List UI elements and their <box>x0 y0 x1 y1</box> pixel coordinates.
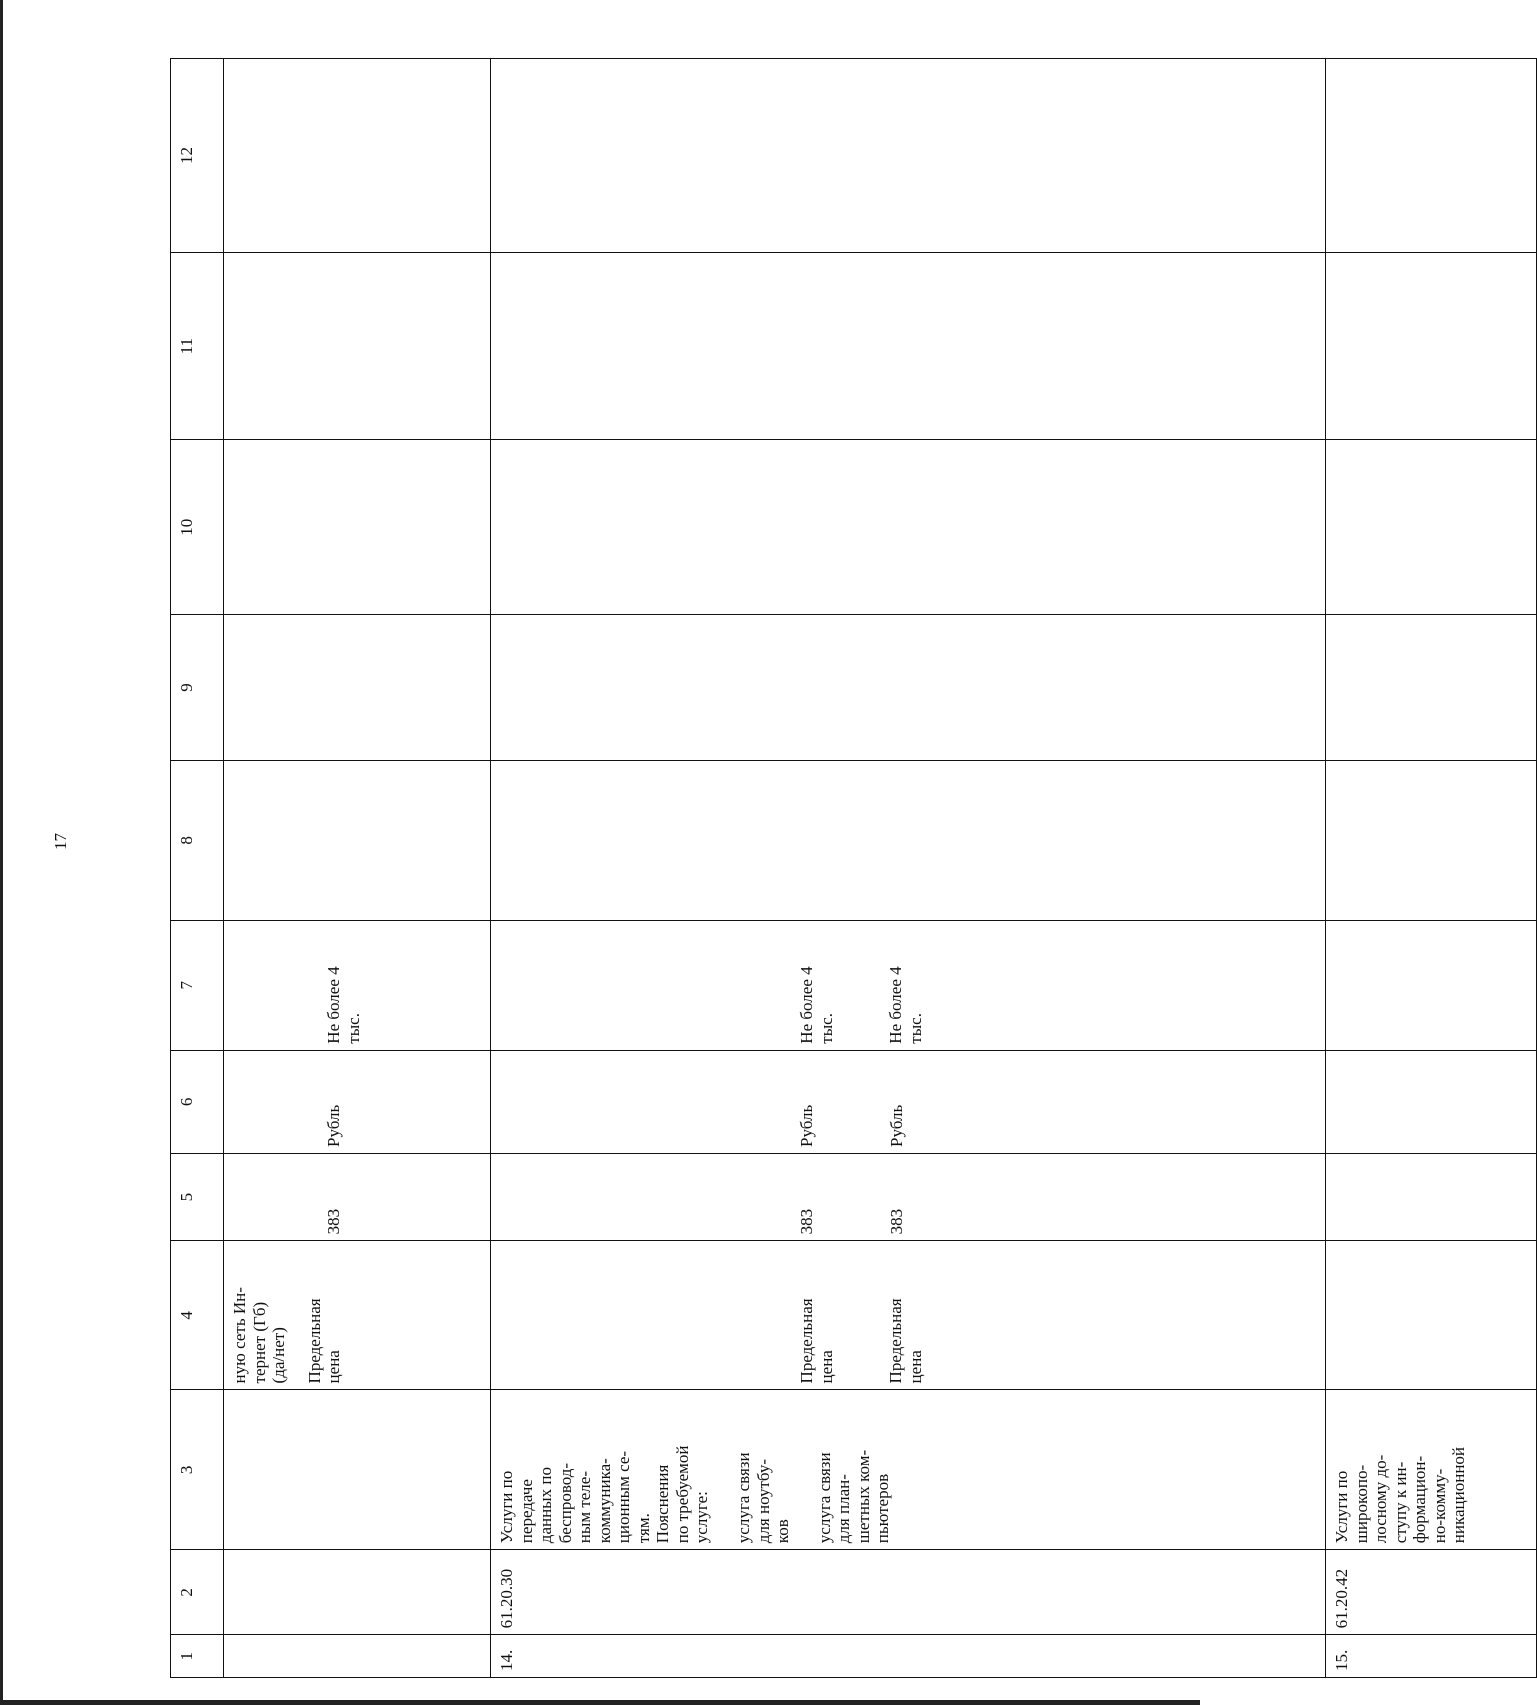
text-line: но-комму- <box>1429 1468 1449 1544</box>
cell-empty <box>224 440 491 615</box>
text-line: ную сеть Ин- <box>230 1287 249 1384</box>
column-header: 11 <box>171 252 224 439</box>
cell-empty <box>1326 760 1537 920</box>
text-line: данных по <box>536 1467 556 1544</box>
text-line: ционным се- <box>614 1450 634 1544</box>
text-block <box>797 927 836 1044</box>
text-line: Услуги по <box>497 1470 516 1544</box>
text-line: ным теле- <box>575 1471 595 1544</box>
cell-characteristic <box>491 1241 1326 1390</box>
text-line: коммуника- <box>594 1458 614 1544</box>
text-line: услуга связи <box>814 1452 834 1544</box>
text-line: Предельная <box>304 1298 324 1384</box>
cell-number <box>224 1635 491 1678</box>
cell-okei-code <box>224 1154 491 1241</box>
column-header: 2 <box>171 1550 224 1635</box>
table-row-15 <box>1326 59 1537 1678</box>
text-block <box>886 927 925 1044</box>
text-line: тям. <box>633 1513 653 1544</box>
page-number: 17 <box>51 833 70 850</box>
text-line: тыс. <box>816 1013 836 1044</box>
text-line: Не более 4 <box>324 966 343 1044</box>
text-line: 383 <box>886 1208 906 1235</box>
cell-okei-code <box>491 1154 1326 1241</box>
cell-unit <box>491 1050 1326 1153</box>
cell-unit <box>224 1050 491 1153</box>
cell-empty <box>491 59 1326 253</box>
text-line: Предельная <box>886 1298 906 1384</box>
text-line: лосному до- <box>1371 1454 1391 1544</box>
cell-empty <box>491 615 1326 761</box>
text-line: передаче <box>516 1479 536 1544</box>
cell-name <box>224 1390 491 1550</box>
column-number-row <box>171 59 224 1678</box>
scan-bottom-edge <box>0 1700 1200 1705</box>
text-line: для ноутбу- <box>753 1458 773 1544</box>
text-line: по требуемой <box>672 1445 692 1544</box>
text-line: тыс. <box>343 1013 363 1044</box>
cell-value <box>224 920 491 1050</box>
text-line: цена <box>816 1350 836 1384</box>
cell-empty <box>491 252 1326 439</box>
text-block <box>230 1247 289 1383</box>
text-line: широкопо- <box>1351 1464 1371 1544</box>
text-block <box>734 1396 793 1543</box>
text-line: Услуги по <box>1332 1470 1351 1544</box>
text-line: цена <box>905 1350 925 1384</box>
cell-number: 14. <box>491 1635 1326 1678</box>
column-header: 8 <box>171 760 224 920</box>
column-header: 6 <box>171 1050 224 1153</box>
cell-empty <box>1326 1050 1537 1153</box>
column-header: 12 <box>171 59 224 253</box>
column-header: 3 <box>171 1390 224 1550</box>
text-line: ступу к ин- <box>1390 1461 1410 1544</box>
text-block <box>797 1247 836 1383</box>
text-line: Рубль <box>886 1104 906 1147</box>
cell-empty <box>224 615 491 761</box>
cell-name <box>491 1390 1326 1550</box>
services-table <box>170 58 1537 1678</box>
text-line: пьютеров <box>873 1473 893 1544</box>
text-line: услуге: <box>692 1491 712 1544</box>
cell-characteristic <box>224 1241 491 1390</box>
text-line: беспровод- <box>555 1462 575 1544</box>
text-line: Предельная <box>797 1298 816 1384</box>
cell-code: 61.20.42 <box>1326 1550 1537 1635</box>
cell-empty <box>1326 440 1537 615</box>
text-line: Рубль <box>797 1104 816 1147</box>
cell-empty <box>491 440 1326 615</box>
text-line: цена <box>324 1350 344 1384</box>
text-line: ков <box>773 1519 793 1544</box>
text-line: для план- <box>834 1474 854 1544</box>
text-line: Пояснения <box>653 1464 673 1544</box>
column-header: 9 <box>171 615 224 761</box>
column-header: 5 <box>171 1154 224 1241</box>
text-line: формацион- <box>1410 1455 1430 1544</box>
text-line: тыс. <box>905 1013 925 1044</box>
text-line: 383 <box>324 1208 343 1235</box>
cell-number: 15. <box>1326 1635 1537 1678</box>
text-line: Не более 4 <box>797 966 816 1044</box>
column-header: 4 <box>171 1241 224 1390</box>
cell-code <box>224 1550 491 1635</box>
text-line: Рубль <box>324 1104 343 1147</box>
text-line: услуга связи <box>734 1452 754 1544</box>
scan-left-edge <box>0 0 3 1705</box>
cell-empty <box>224 59 491 253</box>
table-row-14 <box>491 59 1326 1678</box>
column-header: 1 <box>171 1635 224 1678</box>
cell-empty <box>1326 1241 1537 1390</box>
cell-empty <box>1326 1154 1537 1241</box>
text-block <box>497 1396 712 1543</box>
cell-empty <box>1326 920 1537 1050</box>
cell-code: 61.20.30 <box>491 1550 1326 1635</box>
text-line: (да/нет) <box>269 1327 289 1384</box>
cell-empty <box>1326 59 1537 253</box>
text-line: Не более 4 <box>886 966 906 1044</box>
table-row-continuation <box>224 59 491 1678</box>
text-line: шетных ком- <box>853 1449 873 1544</box>
column-header: 7 <box>171 920 224 1050</box>
text-block <box>815 1396 893 1543</box>
text-line: 383 <box>797 1208 816 1235</box>
cell-empty <box>491 760 1326 920</box>
cell-name <box>1326 1390 1537 1550</box>
text-block <box>305 1247 344 1383</box>
text-line: никационной <box>1449 1446 1469 1544</box>
cell-value <box>491 920 1326 1050</box>
column-header: 10 <box>171 440 224 615</box>
text-block <box>1332 1396 1469 1543</box>
cell-empty <box>1326 252 1537 439</box>
cell-empty <box>224 760 491 920</box>
text-line: тернет (Гб) <box>249 1301 269 1384</box>
rotated-page-content <box>170 58 1469 1678</box>
cell-empty <box>1326 615 1537 761</box>
text-block <box>886 1247 925 1383</box>
cell-empty <box>224 252 491 439</box>
